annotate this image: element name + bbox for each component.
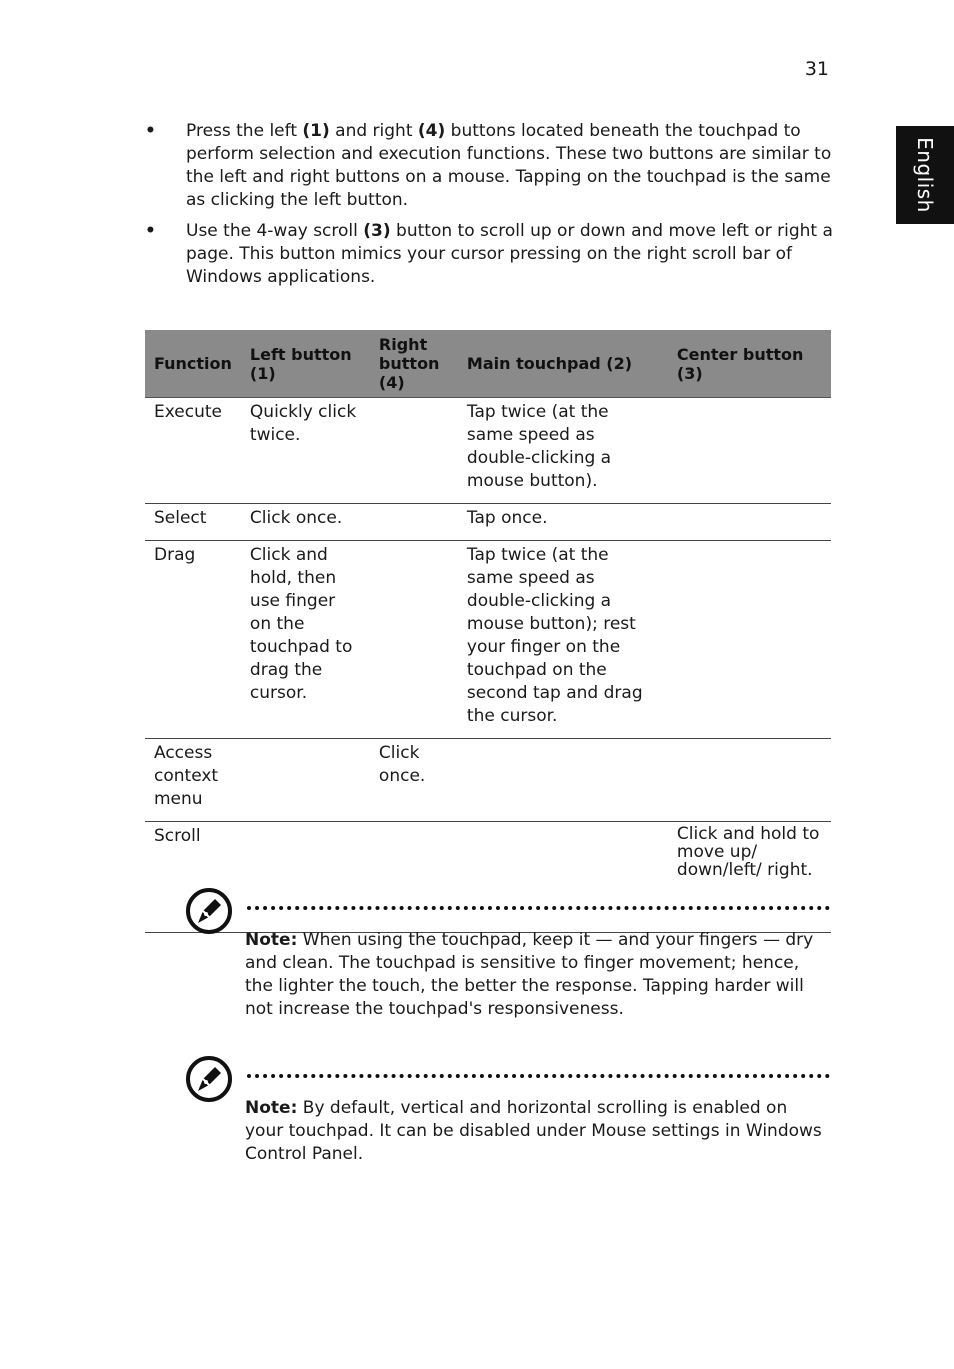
table-cell: Click and hold to move up/ down/left/ right. [668,822,831,933]
table-row [145,739,831,822]
page-number: 31 [804,58,829,80]
table-cell [668,739,831,822]
table-row [145,541,831,739]
button-ref-left: (1) [302,121,330,141]
table-cell: Click and hold, then use finger on the touchpad to drag the cursor. [241,541,370,739]
text-run: Press the left [186,121,303,141]
bullet-text [186,221,833,287]
table-cell [458,822,668,933]
table-cell [668,398,831,504]
column-header: Right button (4) [370,330,458,398]
bullet-icon: • [145,221,156,241]
table-cell [370,541,458,739]
table-cell [370,822,458,933]
language-tab [896,126,954,224]
note-label: Note: [245,930,298,950]
table-cell: Quickly click twice. [241,398,370,504]
list-item [145,120,835,212]
table-cell [668,504,831,541]
table-cell: Tap twice (at the same speed as double-clicking a mouse button); rest your finger on the touchpad on the second tap and drag the cursor. [458,541,668,739]
table-row [145,822,831,933]
note-pen-icon [185,1055,233,1103]
table-header-row [145,330,831,398]
bullet-text [186,121,831,210]
button-ref-scroll: (3) [363,221,391,241]
column-header: Left button (1) [241,330,370,398]
column-header: Function [145,330,241,398]
table-cell [370,398,458,504]
language-tab-label: English [913,137,937,213]
table-cell [241,739,370,822]
table-cell: Drag [145,541,241,739]
note-text [245,1097,825,1166]
text-run: button to scroll up or down and move left or right a page. This button mimics your cursor pressing on the right scroll bar of Windows applications. [186,221,833,287]
text-run: and right [329,121,418,141]
table-cell [370,504,458,541]
column-header: Center button (3) [668,330,831,398]
bullet-list [145,120,835,297]
list-item [145,220,835,289]
table-cell: Click once. [370,739,458,822]
text-run: buttons located beneath the touchpad to perform selection and execution functions. These two buttons are similar to the left and right buttons on a mouse. Tapping on the touchpad is the same as clicking the left button. [186,121,832,210]
table-cell: Select [145,504,241,541]
table-cell: Access context menu [145,739,241,822]
note-label: Note: [245,1098,298,1118]
bullet-icon: • [145,121,156,141]
table-cell: Execute [145,398,241,504]
note-body: By default, vertical and horizontal scrolling is enabled on your touchpad. It can be disabled under Mouse settings in Windows Control Panel. [245,1098,822,1164]
table-row [145,398,831,504]
text-run: Use the 4-way scroll [186,221,364,241]
table-cell [241,822,370,933]
note-text [245,929,825,1021]
table-cell: Tap once. [458,504,668,541]
button-ref-right: (4) [417,121,446,141]
table-row [145,504,831,541]
column-header: Main touchpad (2) [458,330,668,398]
table-cell: Tap twice (at the same speed as double-clicking a mouse button). [458,398,668,504]
note-body: When using the touchpad, keep it — and your fingers — dry and clean. The touchpad is sensitive to finger movement; hence, the lighter the touch, the better the response. Tapping harder will not increase the touchpad's responsiveness. [245,930,814,1019]
note-pen-icon [185,887,233,935]
table-cell: Scroll [145,822,241,933]
table-cell: Click once. [241,504,370,541]
table-cell [668,541,831,739]
table-cell [458,739,668,822]
touchpad-function-table [145,330,831,933]
dotted-divider [247,1074,830,1078]
dotted-divider [247,906,830,910]
